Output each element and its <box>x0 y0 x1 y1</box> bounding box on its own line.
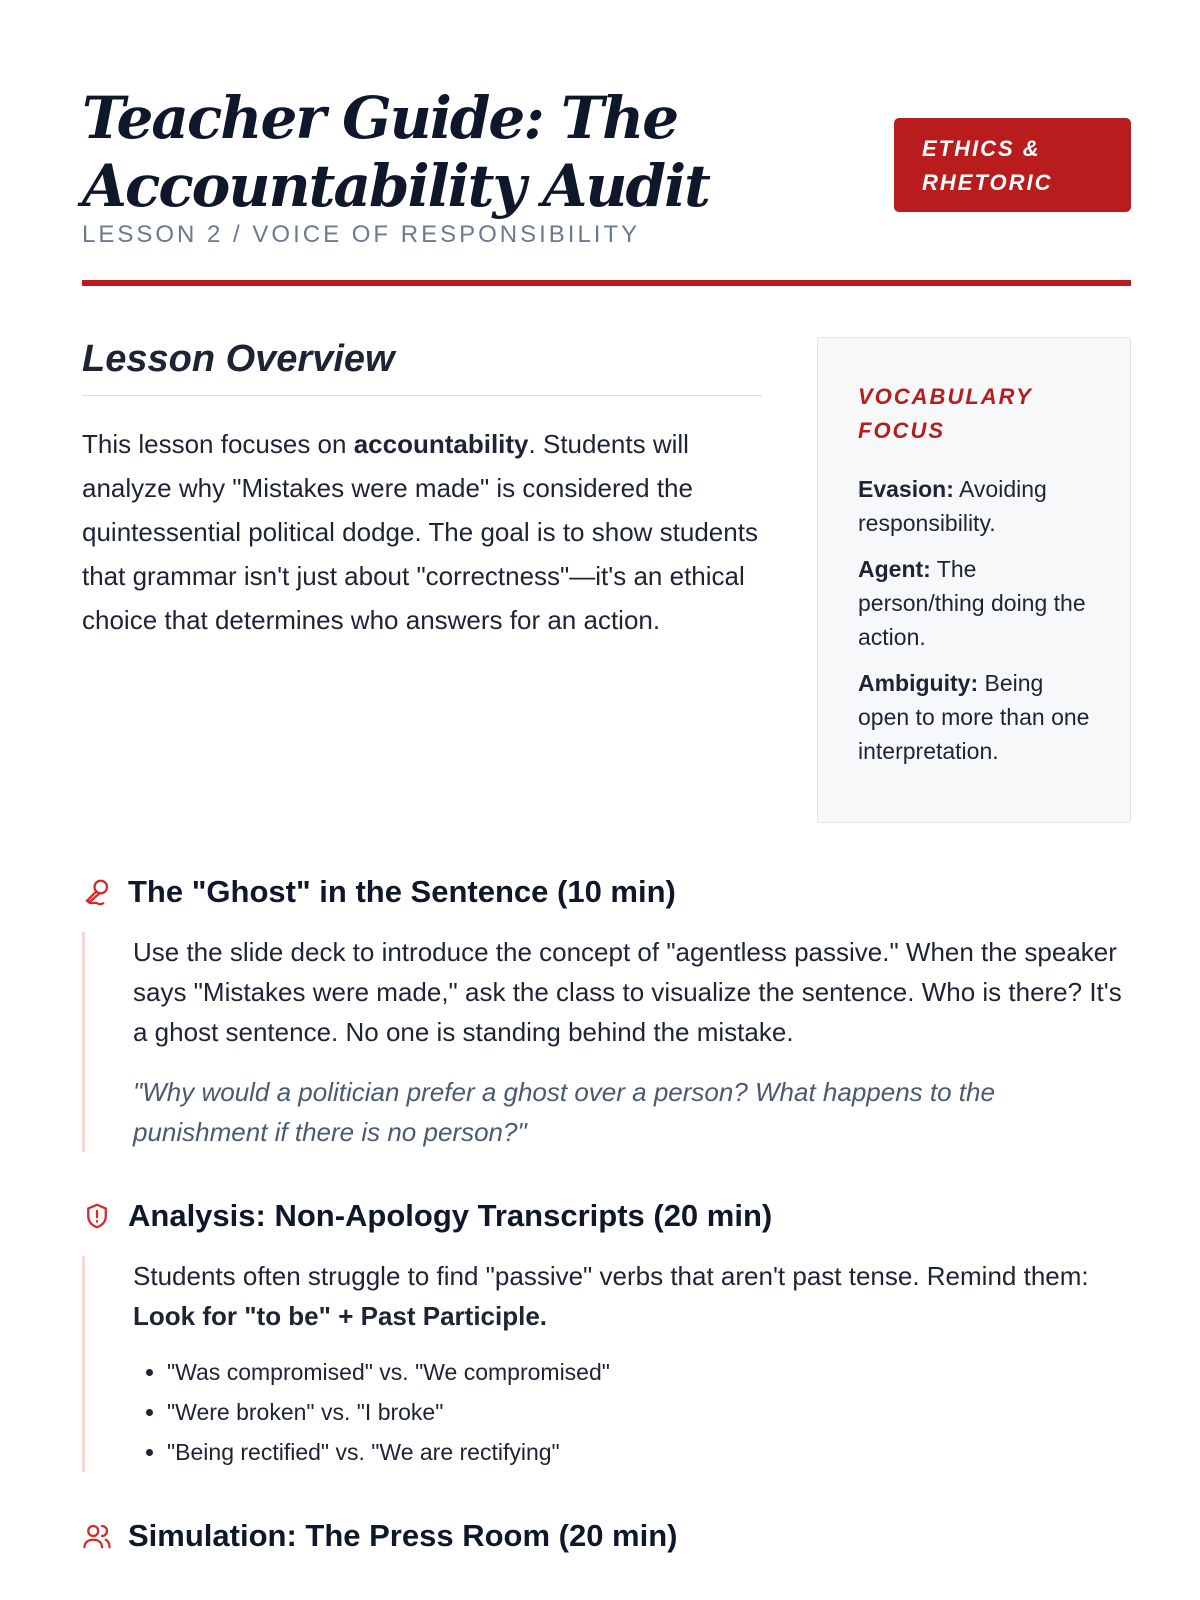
section-analysis <box>82 1196 1131 1472</box>
section-body <box>82 932 1131 1152</box>
section-title: Simulation: The Press Room (20 min) <box>128 1518 678 1553</box>
vocab-def: Being open to more than one interpretation. <box>858 670 1090 764</box>
section-body <box>82 1256 1131 1472</box>
users-icon <box>82 1521 112 1551</box>
section-heading <box>82 872 1131 912</box>
section-text: Use the slide deck to introduce the concept of "agentless passive." When the speaker says "Mistakes were made," ask the class to visualize the sentence. Who is there? It's a ghost sentence. No one is standing behind the mistake. <box>133 937 1122 1047</box>
section-simulation <box>82 1516 1131 1556</box>
overview-heading: Lesson Overview <box>82 338 762 396</box>
overview-text-a: This lesson focuses on <box>82 429 354 459</box>
page-title: Teacher Guide: The Accountability Audit <box>82 84 709 220</box>
example-list <box>133 1352 1131 1472</box>
section-text <box>133 1256 1131 1336</box>
overview-text <box>82 422 762 642</box>
overview-text-b: . Students will analyze why "Mistakes were made" is considered the quintessential political dodge. The goal is to show students that grammar isn't just about "correctness"—it's an ethical choice that determines who answers for an action. <box>82 429 758 635</box>
section-ghost <box>82 872 1131 1152</box>
section-title: Analysis: Non-Apology Transcripts (20 min) <box>128 1198 773 1233</box>
lesson-subtitle: LESSON 2 / VOICE OF RESPONSIBILITY <box>82 221 641 248</box>
vocab-term: Ambiguity: <box>858 670 979 696</box>
section-title: The "Ghost" in the Sentence (10 min) <box>128 874 676 909</box>
vocab-item <box>858 666 1090 768</box>
section-heading <box>82 1516 1131 1556</box>
vocab-def: The person/thing doing the action. <box>858 556 1086 650</box>
section-heading <box>82 1196 1131 1236</box>
list-item: • "Being rectified" vs. "We are rectifying" <box>167 1432 1131 1472</box>
vocab-item <box>858 552 1090 654</box>
list-item: • "Was compromised" vs. "We compromised" <box>167 1352 1131 1392</box>
vocab-def: Avoiding responsibility. <box>858 476 1047 536</box>
list-item: • "Were broken" vs. "I broke" <box>167 1392 1131 1432</box>
vocabulary-box <box>817 337 1131 823</box>
section-text-plain: Students often struggle to find "passive" verbs that aren't past tense. Remind them: <box>133 1261 1089 1291</box>
category-badge: ETHICS & RHETORIC <box>894 118 1131 212</box>
vocab-term: Agent: <box>858 556 931 582</box>
overview-bold: accountability <box>353 429 529 459</box>
shield-alert-icon <box>82 1201 112 1231</box>
microphone-icon <box>82 877 112 907</box>
vocab-item <box>858 472 1090 540</box>
discussion-question: "Why would a politician prefer a ghost over a person? What happens to the punishment if there is no person?" <box>133 1077 995 1147</box>
lesson-overview <box>82 338 762 642</box>
section-text-bold: Look for "to be" + Past Participle. <box>133 1301 548 1331</box>
vocab-term: Evasion: <box>858 476 954 502</box>
lesson-sections <box>82 872 1131 1600</box>
header <box>82 0 1131 286</box>
vocab-heading: VOCABULARY FOCUS <box>858 384 1033 443</box>
